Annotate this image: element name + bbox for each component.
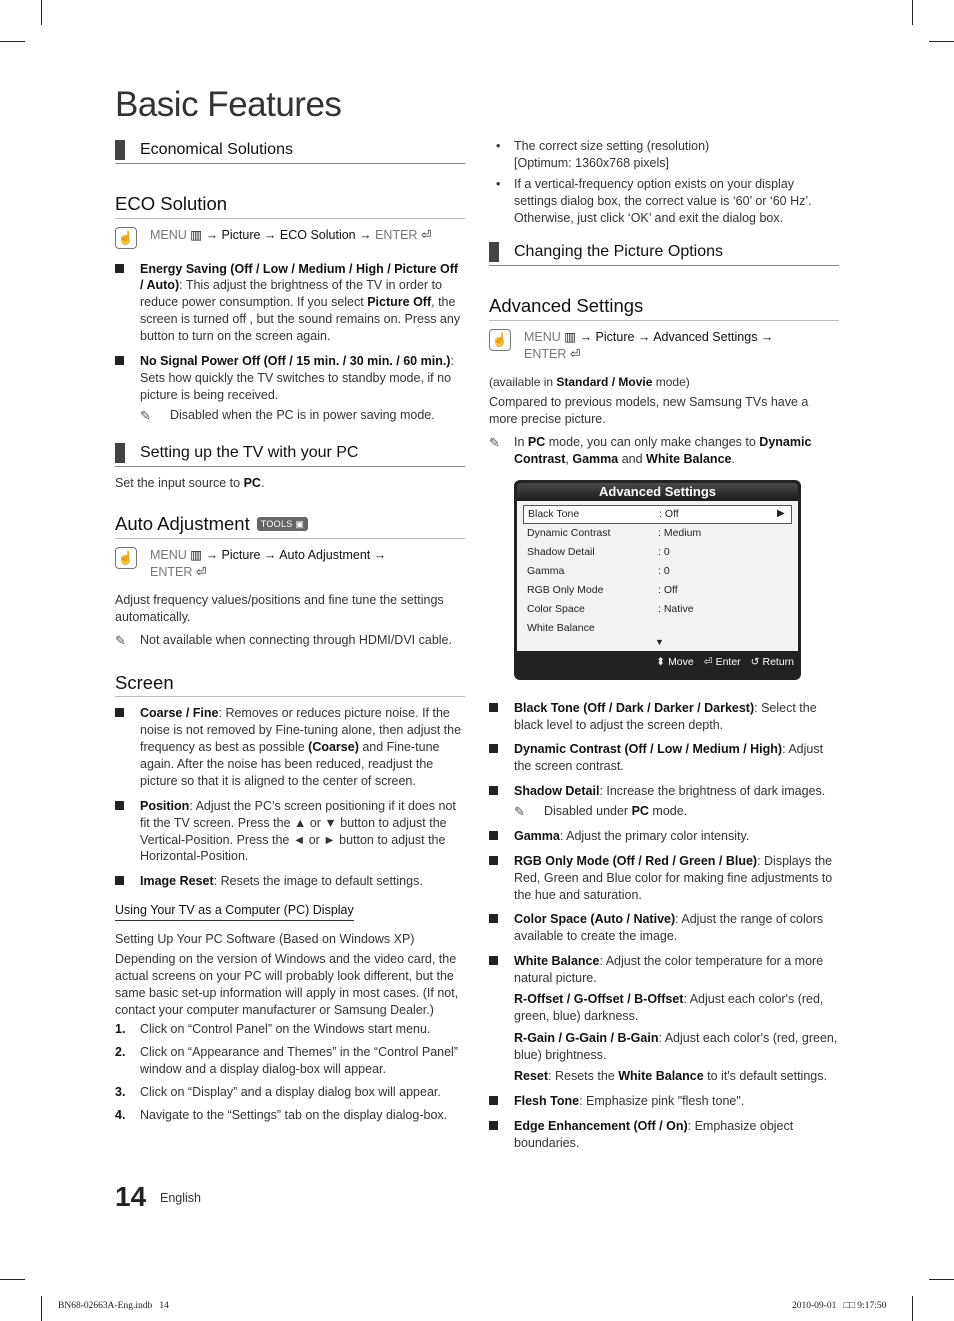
- print-timestamp: 2010-09-01 □□ 9:17:50: [792, 1301, 887, 1311]
- steps-list: [115, 1021, 465, 1123]
- list-item: Color Space (Auto / Native): Adjust the range of colors available to create the image.: [489, 911, 839, 945]
- list-item: Black Tone (Off / Dark / Darker / Darkest): Select the black level to adjust the screen depth.: [489, 700, 839, 734]
- list-item: • The correct size setting (resolution) [Optimum: 1360x768 pixels]: [496, 139, 710, 170]
- resolution-notes: [489, 138, 839, 226]
- note: ✎ In PC mode, you can only make changes to Dynamic Contrast, Gamma and White Balance.: [489, 434, 812, 466]
- crop-mark: [41, 0, 42, 25]
- enter-icon: ⏎: [569, 347, 581, 362]
- move-updown-icon: ⬍: [656, 656, 666, 669]
- list-item: White Balance: Adjust the color temperature for a more natural picture.: [489, 953, 839, 987]
- bullet-square: [489, 1121, 498, 1130]
- note: ✎ Disabled under PC mode.: [514, 804, 688, 819]
- bullet-square: [115, 876, 124, 885]
- osd-row: Color Space : Native: [527, 603, 694, 616]
- list-item: Image Reset: Resets the image to default settings.: [115, 873, 465, 890]
- osd-row-black-tone: Black Tone : Off ▶: [523, 505, 792, 524]
- osd-row: Shadow Detail : 0: [527, 546, 670, 559]
- bullet-square: [489, 744, 498, 753]
- menu-path-advanced: ☝ MENU ▥ → Picture → Advanced Settings → ENTER ⏎: [489, 329, 839, 364]
- heading-auto-adjustment: Auto Adjustment TOOLS ▣: [115, 512, 465, 539]
- note: ✎ Not available when connecting through HDMI/DVI cable.: [115, 632, 452, 648]
- list-item: No Signal Power Off (Off / 15 min. / 30 min. / 60 min.): Sets how quickly the TV switches to standby mode, if no picture is being received. ✎ Disabled when the PC is in power saving mode.: [115, 353, 465, 424]
- bullet-square: [489, 831, 498, 840]
- page-number: 14: [115, 1181, 147, 1212]
- section-header-economical: Economical Solutions: [115, 138, 465, 164]
- sub-item: Reset: Resets the White Balance to it's default settings.: [514, 1069, 827, 1084]
- crop-mark: [929, 41, 954, 42]
- page-language: English: [160, 1191, 201, 1205]
- list-item: 1. Click on “Control Panel” on the Windows start menu.: [115, 1022, 431, 1037]
- bullet-square: [115, 708, 124, 717]
- bullet-square: [489, 703, 498, 712]
- bullet-square: [115, 801, 124, 810]
- crop-mark: [0, 1279, 25, 1280]
- advanced-list: [489, 700, 839, 987]
- osd-row: Dynamic Contrast : Medium: [527, 527, 702, 540]
- heading-advanced-settings: Advanced Settings: [489, 294, 839, 321]
- pc-input-text: Set the input source to PC.: [115, 476, 265, 491]
- crop-mark: [912, 0, 913, 25]
- enter-icon: ⏎: [195, 565, 207, 580]
- sub-item: R-Offset / G-Offset / B-Offset: Adjust each color's (red, green, blue) darkness.: [514, 991, 824, 1023]
- tools-badge: TOOLS ▣: [257, 517, 308, 531]
- remote-hand-icon: ☝: [115, 227, 137, 249]
- right-column: [489, 138, 839, 1160]
- osd-row: White Balance: [527, 622, 595, 635]
- paragraph: Setting Up Your PC Software (Based on Windows XP): [115, 932, 415, 947]
- section-bar: [115, 443, 125, 463]
- pencil-note-icon: ✎: [514, 804, 525, 819]
- osd-body: [517, 501, 798, 651]
- arrow-right-icon: ▶: [777, 508, 785, 520]
- pencil-note-icon: ✎: [115, 632, 126, 648]
- bullet-square: [489, 956, 498, 965]
- menu-path-auto: ☝ MENU ▥ → Picture → Auto Adjustment → ENTER ⏎: [115, 547, 465, 582]
- bullet-square: [115, 356, 124, 365]
- list-item: Position: Adjust the PC’s screen positioning if it does not fit the TV screen. Press the ▲ or ▼ button to adjust the Vertical-Position. Press the ◄ or ► button to adjust the Horizontal-Position.: [115, 798, 465, 866]
- remote-hand-icon: ☝: [489, 329, 511, 351]
- crop-mark: [41, 1296, 42, 1321]
- compared-text: Compared to previous models, new Samsung TVs have a more precise picture.: [489, 395, 809, 426]
- sub-item: R-Gain / G-Gain / B-Gain: Adjust each color's (red, green, blue) brightness.: [514, 1030, 838, 1062]
- bullet-square: [489, 914, 498, 923]
- section-header-changing: Changing the Picture Options: [489, 240, 839, 266]
- heading-eco-solution: ECO Solution: [115, 192, 465, 219]
- availability-text: (available in Standard / Movie mode): [489, 374, 690, 389]
- note: ✎ Disabled when the PC is in power saving mode.: [140, 407, 435, 423]
- section-header-pc: Setting up the TV with your PC: [115, 441, 465, 467]
- left-column: [115, 138, 465, 1130]
- list-item: 4. Navigate to the “Settings” tab on the display dialog-box.: [115, 1107, 448, 1122]
- bullet-square: [489, 856, 498, 865]
- list-item: Edge Enhancement (Off / On): Emphasize object boundaries.: [489, 1118, 839, 1152]
- list-item: 2. Click on “Appearance and Themes” in the “Control Panel” window and a display dialog-box will appear.: [115, 1045, 458, 1077]
- advanced-list-cont: [489, 1093, 839, 1152]
- menu-path-eco: ☝ MENU ▥ → Picture → ECO Solution → ENTER ⏎: [115, 227, 465, 251]
- heading-screen: Screen: [115, 671, 465, 698]
- heading-using-pc: Using Your TV as a Computer (PC) Display: [115, 902, 354, 921]
- print-file-info: BN68-02663A-Eng.indb 14: [58, 1301, 169, 1311]
- enter-icon: ⏎: [703, 656, 713, 669]
- scroll-down-icon: ▼: [655, 637, 664, 648]
- list-item: Energy Saving (Off / Low / Medium / High / Picture Off / Auto): This adjust the brightness of the TV in order to reduce power consumption. If you select Picture Off, the screen is turned off , but the sound remains on. Press any button to turn on the screen again.: [115, 261, 465, 345]
- section-bar: [115, 140, 125, 160]
- auto-desc: Adjust frequency values/positions and fine tune the settings automatically.: [115, 592, 444, 624]
- list-item: 3. Click on “Display” and a display dialog box will appear.: [115, 1085, 441, 1100]
- return-icon: ↺: [750, 656, 760, 669]
- osd-title: Advanced Settings: [517, 483, 798, 501]
- pencil-note-icon: ✎: [140, 407, 151, 423]
- screen-list: [115, 705, 465, 890]
- crop-mark: [929, 1279, 954, 1280]
- list-item: RGB Only Mode (Off / Red / Green / Blue): Displays the Red, Green and Blue color for making fine adjustments to the hue and saturation.: [489, 853, 839, 904]
- list-item: Flesh Tone: Emphasize pink "flesh tone".: [489, 1093, 839, 1110]
- page-title: Basic Features: [115, 85, 342, 124]
- tools-icon: ▣: [295, 519, 305, 530]
- pencil-note-icon: ✎: [489, 434, 500, 450]
- bullet-square: [115, 264, 124, 273]
- osd-row: RGB Only Mode : Off: [527, 584, 678, 597]
- eco-list: [115, 261, 465, 424]
- bullet-square: [489, 786, 498, 795]
- menu-grid-icon: ▥: [564, 329, 577, 344]
- osd-footer: ⬍ Move ⏎ Enter ↺ Return: [656, 656, 794, 669]
- bullet-square: [489, 1096, 498, 1105]
- osd-menu-screenshot: [514, 480, 801, 680]
- list-item: Shadow Detail: Increase the brightness of dark images. ✎ Disabled under PC mode.: [489, 783, 839, 820]
- menu-grid-icon: ▥: [190, 227, 203, 242]
- paragraph: Depending on the version of Windows and the video card, the actual screens on your PC will probably look different, but the same basic set-up information will apply in most cases. (If not, contact your computer manufacturer or Samsung Dealer.): [115, 951, 459, 1017]
- menu-grid-icon: ▥: [190, 547, 203, 562]
- enter-icon: ⏎: [420, 227, 432, 242]
- section-bar: [489, 242, 499, 262]
- list-item: Dynamic Contrast (Off / Low / Medium / High): Adjust the screen contrast.: [489, 741, 839, 775]
- crop-mark: [0, 41, 25, 42]
- list-item: • If a vertical-frequency option exists on your display settings dialog box, the correct value is ‘60’ or ‘60 Hz’. Otherwise, just click ‘OK’ and exit the dialog box.: [496, 176, 812, 225]
- list-item: Coarse / Fine: Removes or reduces picture noise. If the noise is not removed by Fine-tuning alone, then adjust the frequency as best as possible (Coarse) and Fine-tune again. After the noise has been reduced, readjust the picture so that it is aligned to the center of screen.: [115, 705, 465, 789]
- list-item: Gamma: Adjust the primary color intensity.: [489, 828, 839, 845]
- osd-row: Gamma : 0: [527, 565, 670, 578]
- crop-mark: [912, 1296, 913, 1321]
- remote-hand-icon: ☝: [115, 547, 137, 569]
